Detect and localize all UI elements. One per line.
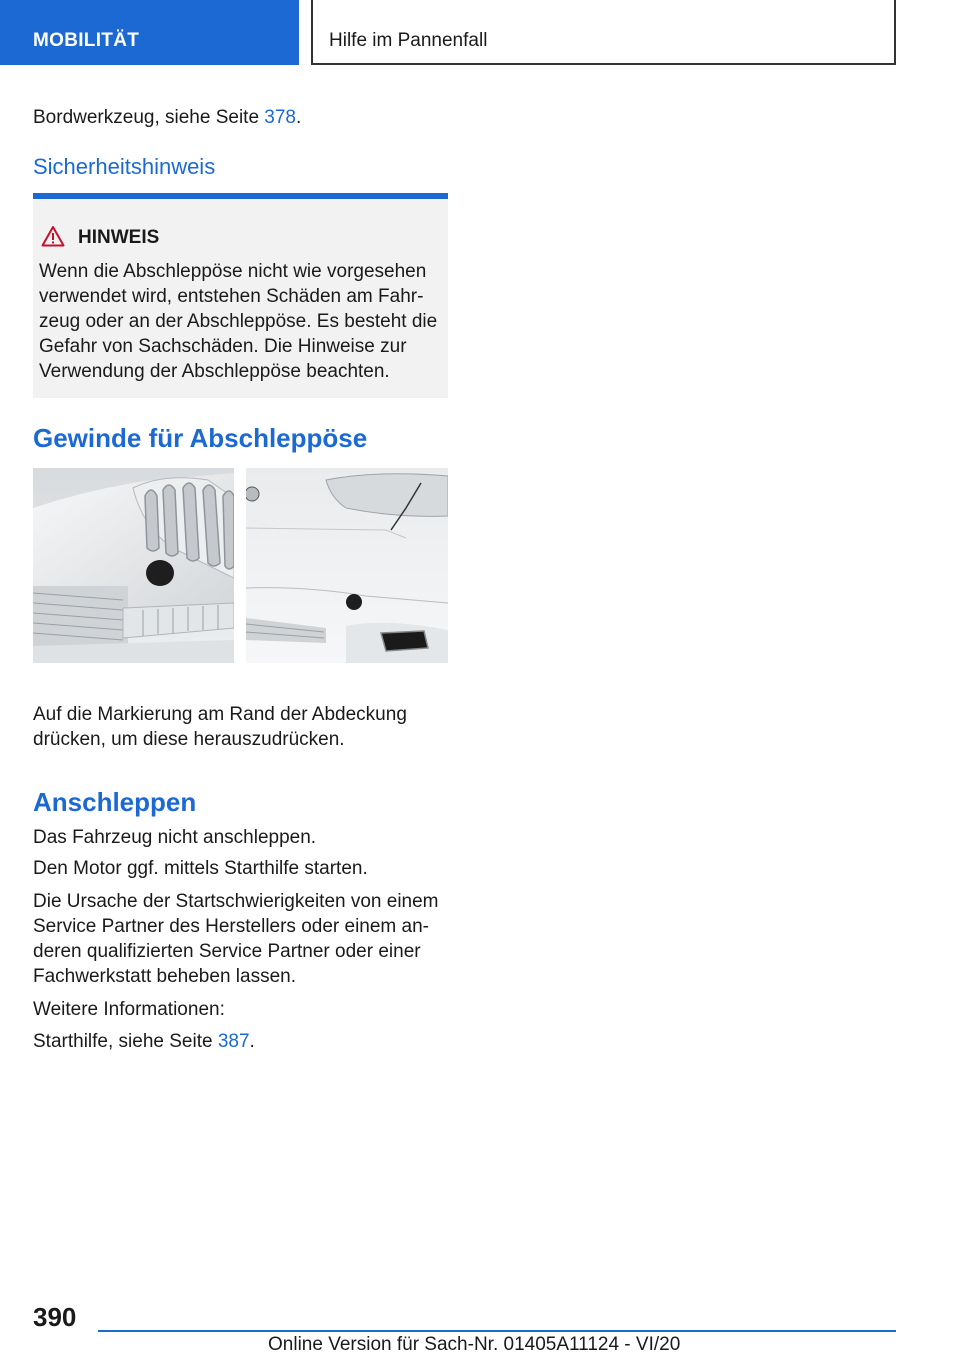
towing-paragraph-1: Das Fahrzeug nicht anschleppen. — [33, 827, 317, 848]
towing-paragraph-4: Weitere Informationen: — [33, 999, 225, 1020]
warning-icon — [41, 225, 65, 247]
thread-heading: Gewinde für Abschleppöse — [33, 423, 368, 453]
section-tab — [0, 0, 299, 65]
front-bumper-illustration — [33, 468, 234, 663]
safety-heading: Sicherheitshinweis — [33, 154, 216, 179]
notice-body: Wenn die Abschleppöse nicht wie vorgesehen verwendet wird, entstehen Schäden am Fahr- zeug oder an der Abschleppöse. Es besteht die Gefahr von Sachschäden. Die Hinweise zur Verwendung der Abschleppöse beachten. — [39, 261, 438, 382]
rear-bumper-drawing — [246, 468, 448, 663]
page-link-387[interactable]: 387 — [217, 1031, 250, 1052]
front-bumper-drawing — [33, 468, 234, 663]
notice-title: HINWEIS — [78, 227, 160, 248]
section-title: MOBILITÄT — [33, 30, 140, 51]
rear-bumper-illustration — [246, 468, 448, 663]
notice-box — [33, 193, 448, 398]
intro-paragraph: Bordwerkzeug, siehe Seite 378. — [33, 107, 302, 128]
thread-caption: Auf die Markierung am Rand der Abdeckung drücken, um diese herauszudrücken. — [33, 704, 407, 750]
jumpstart-reference: Starthilfe, siehe Seite 387. — [33, 1031, 255, 1052]
page-number: 390 — [33, 1302, 77, 1332]
chapter-title: Hilfe im Pannenfall — [329, 30, 488, 51]
footer-divider — [98, 1330, 896, 1332]
towing-paragraph-2: Den Motor ggf. mittels Starthilfe starten. — [33, 858, 368, 879]
towing-paragraph-3: Die Ursache der Startschwierigkeiten von einem Service Partner des Herstellers oder einem an- deren qualifizierten Service Partner oder einer Fachwerkstatt beheben lassen. — [33, 891, 439, 987]
page-link-378[interactable]: 378 — [264, 107, 296, 128]
towing-heading: Anschleppen — [33, 787, 197, 817]
chapter-header — [311, 0, 896, 65]
online-version-note: Online Version für Sach-Nr. 01405A11124 - VI/20 — [268, 1334, 681, 1355]
